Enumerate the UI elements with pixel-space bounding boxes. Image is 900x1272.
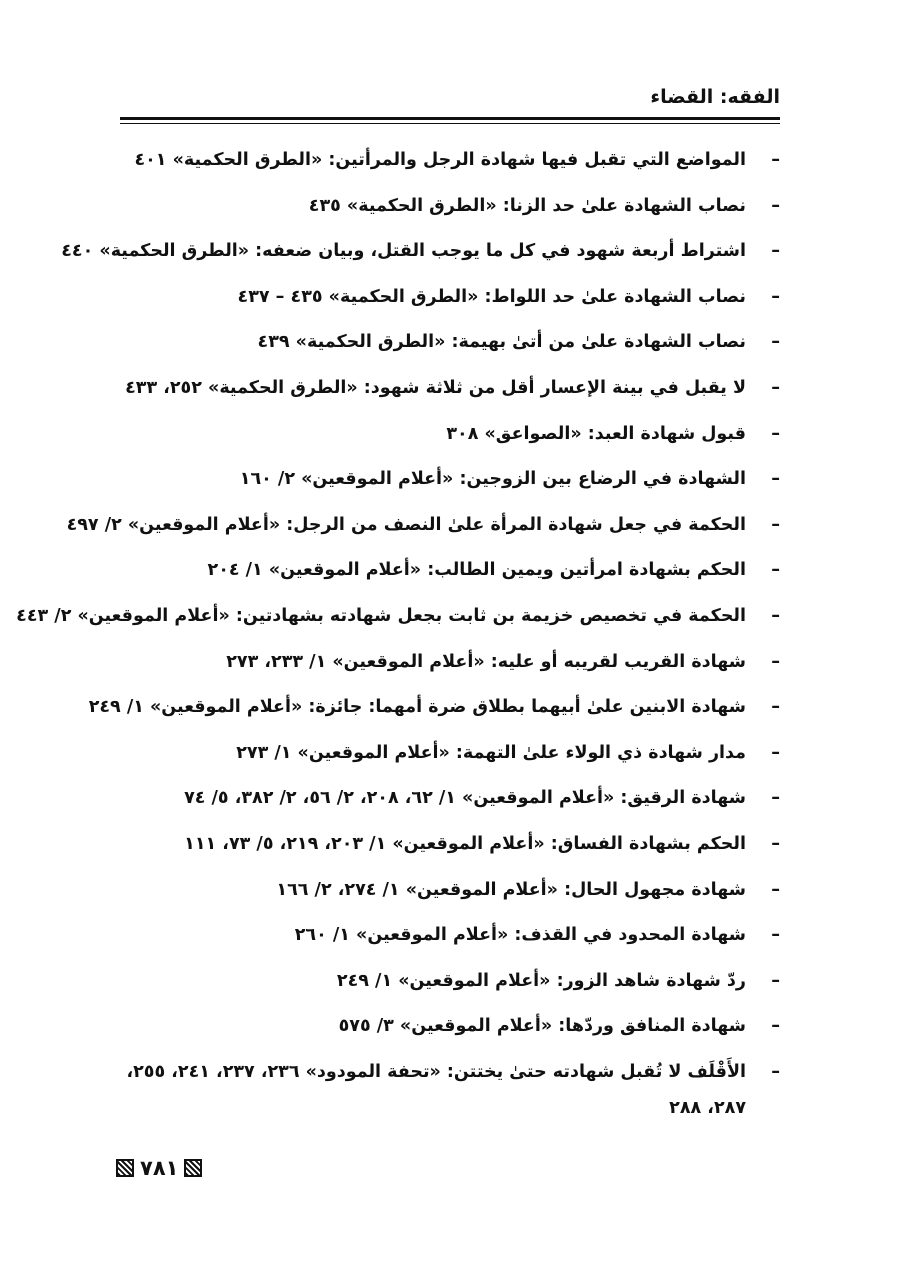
entry-dash: – xyxy=(771,605,780,626)
entry-text: ردّ شهادة شاهد الزور: «أعلام الموقعين» ١/ ٢٤٩ xyxy=(336,970,746,991)
index-entry xyxy=(110,731,780,777)
index-entries-list xyxy=(16,138,780,1126)
header-rule-thick xyxy=(120,117,780,120)
index-entry xyxy=(110,822,780,868)
index-entry xyxy=(110,640,780,686)
index-entry xyxy=(110,184,780,230)
entry-dash: – xyxy=(771,833,780,854)
index-entry xyxy=(88,685,780,731)
entry-dash: – xyxy=(771,241,780,262)
entry-text: الحكم بشهادة الفساق: «أعلام الموقعين» ١/ ٢٠٣، ٢١٩، ٥/ ٧٣، ١١١ xyxy=(184,833,746,854)
entry-text: الشهادة في الرضاع بين الزوجين: «أعلام الموقعين» ٢/ ١٦٠ xyxy=(239,469,746,490)
entry-text: شهادة القريب لقريبه أو عليه: «أعلام الموقعين» ١/ ٢٣٣، ٢٧٣ xyxy=(226,651,746,672)
ornament-right-icon xyxy=(184,1159,202,1177)
entry-dash: – xyxy=(771,970,780,991)
index-entry xyxy=(110,868,780,914)
index-entry xyxy=(110,1004,780,1050)
entry-text: شهادة المنافق وردّها: «أعلام الموقعين» ٣/ ٥٧٥ xyxy=(338,1016,746,1037)
entry-dash: – xyxy=(771,377,780,398)
entry-dash: – xyxy=(771,332,780,353)
entry-dash: – xyxy=(771,469,780,490)
entry-dash: – xyxy=(771,697,780,718)
entry-dash: – xyxy=(771,742,780,763)
running-header-title: الفقه: القضاء xyxy=(650,86,780,108)
entry-text: قبول شهادة العبد: «الصواعق» ٣٠٨ xyxy=(446,423,746,444)
entry-text: شهادة مجهول الحال: «أعلام الموقعين» ١/ ٢٧٤، ٢/ ١٦٦ xyxy=(276,879,746,900)
entry-dash: – xyxy=(771,150,780,170)
index-entry xyxy=(110,959,780,1005)
entry-text: شهادة الابنين علىٰ أبيهما بطلاق ضرة أمهما: جائزة: «أعلام الموقعين» ١/ ٢٤٩ xyxy=(88,697,746,718)
index-entry xyxy=(110,412,780,458)
entry-dash: – xyxy=(771,560,780,581)
index-entry xyxy=(110,1050,780,1126)
entry-dash: – xyxy=(771,195,780,216)
entry-text: مدار شهادة ذي الولاء علىٰ التهمة: «أعلام الموقعين» ١/ ٢٧٣ xyxy=(236,742,746,763)
entry-dash: – xyxy=(771,651,780,672)
entry-dash: – xyxy=(771,788,780,809)
index-entry xyxy=(66,503,780,549)
entry-dash: – xyxy=(771,925,780,946)
entry-text: المواضع التي تقبل فيها شهادة الرجل والمرأتين: «الطرق الحكمية» ٤٠١ xyxy=(134,150,746,170)
entry-text: نصاب الشهادة علىٰ من أتىٰ بهيمة: «الطرق الحكمية» ٤٣٩ xyxy=(257,332,746,353)
entry-dash: – xyxy=(771,286,780,307)
index-entry xyxy=(110,275,780,321)
index-entry xyxy=(61,229,780,275)
entry-text: لا يقبل في بينة الإعسار أقل من ثلاثة شهود: «الطرق الحكمية» ٢٥٢، ٤٣٣ xyxy=(125,377,746,398)
index-entry xyxy=(110,366,780,412)
entry-text: شهادة الرقيق: «أعلام الموقعين» ١/ ٦٢، ٢٠٨، ٢/ ٥٦، ٢/ ٣٨٢، ٥/ ٧٤ xyxy=(184,788,746,809)
entry-text: نصاب الشهادة علىٰ حد اللواط: «الطرق الحكمية» ٤٣٥ – ٤٣٧ xyxy=(237,286,746,307)
entry-dash: – xyxy=(771,514,780,535)
entry-text: شهادة المحدود في القذف: «أعلام الموقعين» ١/ ٢٦٠ xyxy=(294,925,746,946)
index-entry xyxy=(16,594,780,640)
entry-text: اشتراط أربعة شهود في كل ما يوجب القتل، وبيان ضعفه: «الطرق الحكمية» ٤٤٠ xyxy=(61,241,746,262)
header-rule-thin xyxy=(120,123,780,124)
entry-text: الحكمة في تخصيص خزيمة بن ثابت بجعل شهادته بشهادتين: «أعلام الموقعين» ٢/ ٤٤٣ xyxy=(16,605,746,626)
entry-dash: – xyxy=(771,1016,780,1037)
index-entry xyxy=(110,320,780,366)
page-footer xyxy=(116,1153,202,1183)
index-entry xyxy=(110,913,780,959)
entry-dash: – xyxy=(771,879,780,900)
index-entry xyxy=(110,776,780,822)
index-entry xyxy=(110,457,780,503)
index-entry xyxy=(110,548,780,594)
entry-dash: – xyxy=(771,1061,780,1082)
entry-text: الأَقْلَف لا تُقبل شهادته حتىٰ يختتن: «تحفة المودود» ٢٣٦، ٢٣٧، ٢٤١، ٢٥٥، ٢٨٧، ٢٨٨ xyxy=(126,1061,746,1118)
entry-text: نصاب الشهادة علىٰ حد الزنا: «الطرق الحكمية» ٤٣٥ xyxy=(308,195,746,216)
index-entry xyxy=(110,138,780,184)
page-number: ٧٨١ xyxy=(140,1156,179,1180)
ornament-left-icon xyxy=(116,1159,134,1177)
page-header xyxy=(120,84,780,118)
entry-text: الحكم بشهادة امرأتين ويمين الطالب: «أعلام الموقعين» ١/ ٢٠٤ xyxy=(207,560,746,581)
entry-dash: – xyxy=(771,423,780,444)
entry-text: الحكمة في جعل شهادة المرأة علىٰ النصف من الرجل: «أعلام الموقعين» ٢/ ٤٩٧ xyxy=(66,514,746,535)
